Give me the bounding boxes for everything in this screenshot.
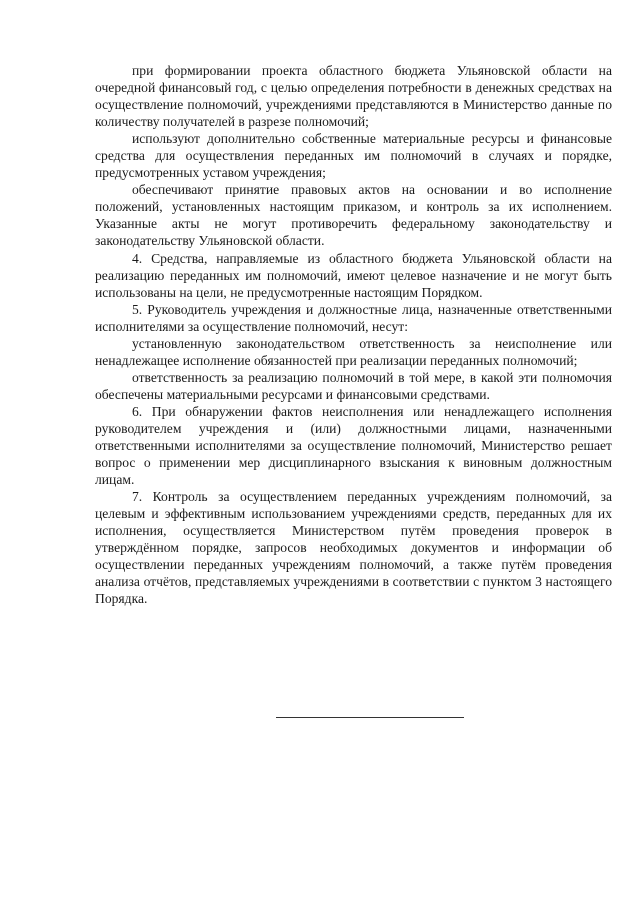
paragraph-own-resources: используют дополнительно собственные материальные ресурсы и финансовые средства для осуществления переданных им полномочий в случаях и порядке, предусмотренных уставом учреждения; <box>95 131 612 181</box>
paragraph-item-4: 4. Средства, направляемые из областного бюджета Ульяновской области на реализацию переданных им полномочий, имеют целевое назначение и не могут быть использованы на цели, не предусмотренные настоящим Порядком. <box>95 250 612 300</box>
paragraph-item-5: 5. Руководитель учреждения и должностные лица, назначенные ответственными исполнителями за осуществление полномочий, несут: <box>95 301 612 334</box>
paragraph-budget-data: при формировании проекта областного бюджета Ульяновской области на очередной финансовый год, с целью определения потребности в денежных средствах на осуществление полномочий, учреждениями представляются в Министерство данные по количеству получателей в разрезе полномочий; <box>95 63 612 130</box>
paragraph-liability: установленную законодательством ответственность за неисполнение или ненадлежащее исполнение обязанностей при реализации переданных полномочий; <box>95 335 612 368</box>
paragraph-item-7: 7. Контроль за осуществлением переданных учреждениям полномочий, за целевым и эффективным использованием учреждениями средств, переданных для их исполнения, осуществляется Министерством путём проведения проверок в утверждённом порядке, запросов необходимых документов и информации об осуществлении переданных учреждениям полномочий, а также путём проведения анализа отчётов, представляемых учреждениями в соответствии с пунктом 3 настоящего Порядка. <box>95 489 612 607</box>
paragraph-legal-acts: обеспечивают принятие правовых актов на основании и во исполнение положений, установленных настоящим приказом, и контроль за их исполнением. Указанные акты не могут противоречить федеральному законодательству и законодательству Ульяновской области. <box>95 182 612 249</box>
paragraph-item-6: 6. При обнаружении фактов неисполнения или ненадлежащего исполнения руководителем учреждения и (или) должностными лицами, назначенными ответственными исполнителями за осуществление полномочий, Министерство решает вопрос о применении мер дисциплинарного взыскания к виновным должностным лицам. <box>95 403 612 488</box>
end-divider-line <box>276 717 464 718</box>
paragraph-responsibility: ответственность за реализацию полномочий в той мере, в какой эти полномочия обеспечены материальными ресурсами и финансовыми средствами. <box>95 369 612 402</box>
document-body <box>95 62 612 608</box>
